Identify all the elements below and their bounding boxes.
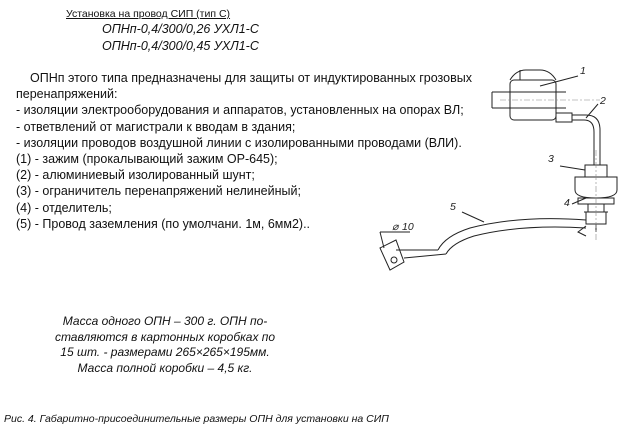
mass-line: Масса одного ОПН – 300 г. ОПН по- — [62, 314, 268, 328]
shunt-lug — [556, 113, 572, 122]
callout-label-2: 2 — [600, 95, 606, 107]
shunt-wire-inner — [572, 120, 594, 165]
mass-line: ставляются в картонных коробках по — [54, 329, 276, 344]
part-item: (5) - Провод заземления (по умолчани. 1м, 6мм2).. — [16, 216, 311, 231]
install-title: Установка на провод СИП (тип С) — [66, 8, 231, 20]
callout-label-4: 4 — [564, 197, 570, 209]
diameter-symbol-icon: ⌀ — [392, 221, 399, 233]
callout-leader-4 — [572, 198, 586, 204]
figure-caption: Рис. 4. Габаритно-присоединительные размеры ОПН для установки на СИП — [4, 413, 389, 425]
model-name-1: ОПНп-0,4/300/0,26 УХЛ1-С — [102, 22, 259, 36]
terminal-wire-lower — [404, 254, 446, 258]
mass-line: 15 шт. - размерами 265×265×195мм. — [60, 345, 270, 359]
diameter-label: 10 — [402, 221, 414, 233]
callout-leader-5 — [462, 212, 484, 222]
model-name-2: ОПНп-0,4/300/0,45 УХЛ1-С — [102, 39, 259, 53]
callout-leader-3 — [560, 166, 585, 170]
callout-label-1: 1 — [580, 65, 586, 77]
dimension-leader — [380, 232, 384, 248]
part-item: (1) - зажим (прокалывающий зажим ОР-645); — [16, 152, 278, 167]
terminal-hole — [391, 257, 397, 263]
callout-label-3: 3 — [548, 153, 554, 165]
part-item: (2) - алюминиевый изолированный шунт; — [16, 168, 255, 183]
mass-line: Масса полной коробки – 4,5 кг. — [77, 360, 253, 375]
bullet-item: - изоляции электрооборудования и аппаратов, установленных на опорах ВЛ; — [16, 103, 464, 118]
bullet-item: - ответвлений от магистрали к вводам в здания; — [16, 119, 296, 134]
callout-label-5: 5 — [450, 201, 456, 213]
clamp-top — [510, 70, 556, 80]
part-item: (3) - ограничитель перенапряжений нелинейный; — [16, 184, 301, 199]
ground-wire-top — [438, 219, 586, 250]
callout-leader-1 — [540, 76, 578, 86]
intro-line-2: перенапряжений: — [16, 87, 118, 102]
bullet-item: - изоляции проводов воздушной линии с изолированными проводами (ВЛИ). — [16, 135, 462, 150]
intro-line-1: ОПНп этого типа предназначены для защиты от индуктированных грозовых — [30, 71, 472, 85]
ground-wire-bottom — [446, 227, 586, 254]
part-item: (4) - отделитель; — [16, 200, 112, 215]
shunt-wire-outer — [572, 115, 600, 165]
